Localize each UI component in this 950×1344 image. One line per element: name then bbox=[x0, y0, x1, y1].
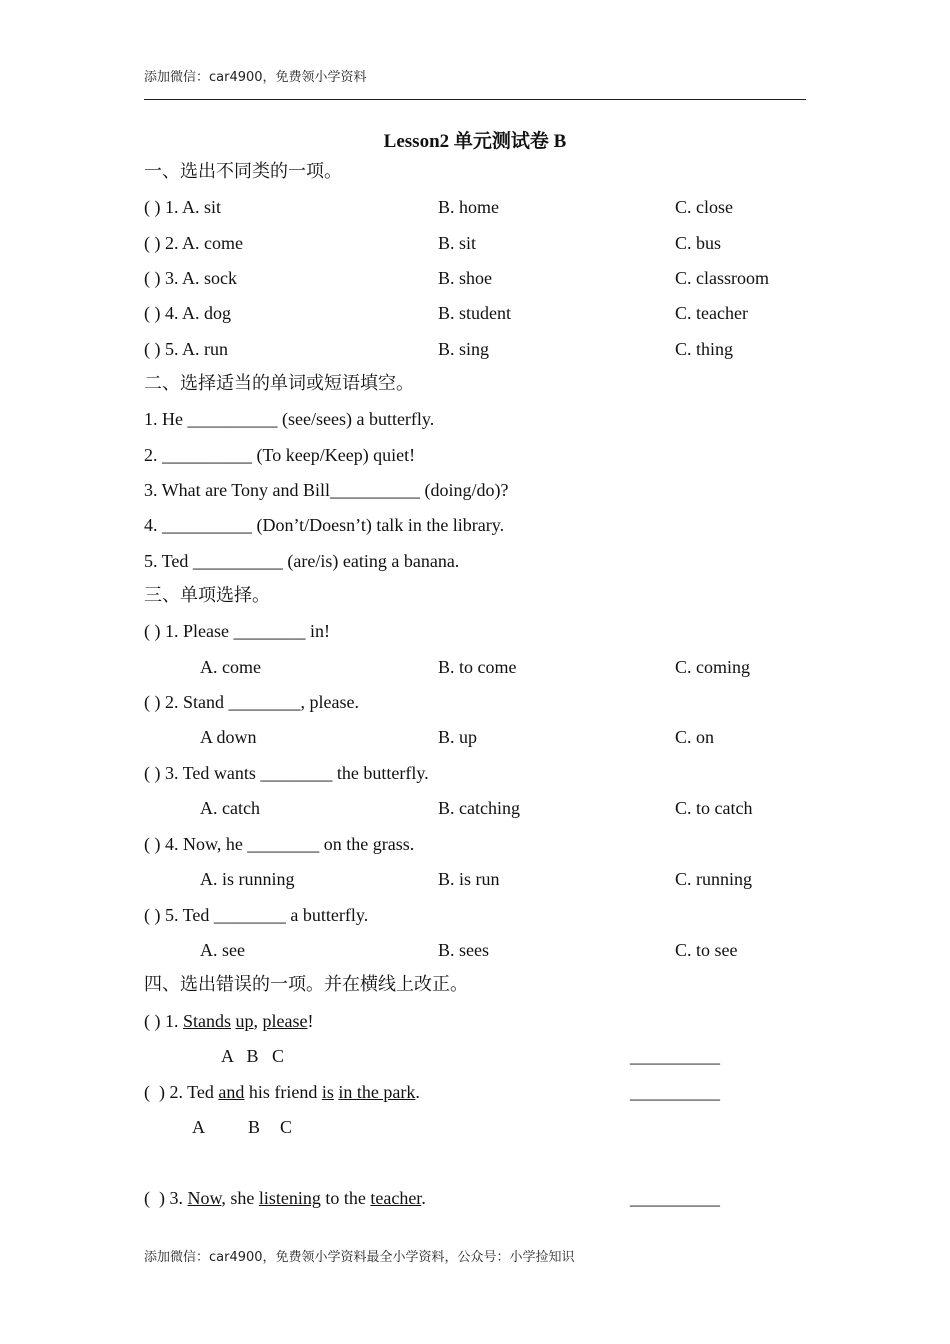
s3-q2-option-b: B. up bbox=[438, 727, 478, 747]
s4-q3-word-b: listening bbox=[258, 1188, 321, 1208]
s4-q2-label-a: A bbox=[192, 1117, 205, 1137]
s3-q3: ( ) 3. Ted wants ________ the butterfly. bbox=[144, 763, 429, 783]
s3-q5-option-a: A. see bbox=[200, 940, 245, 960]
s2-line-5: 5. Ted __________ (are/is) eating a banana. bbox=[144, 551, 460, 571]
s3-q4-option-b: B. is run bbox=[438, 869, 500, 889]
s1-q1-option-b: B. home bbox=[438, 197, 499, 217]
s4-q1-end: ! bbox=[307, 1011, 314, 1031]
s3-q2-option-c: C. on bbox=[675, 727, 715, 747]
section-2-heading: 二、选择适当的单词或短语填空。 bbox=[144, 373, 414, 394]
page-footer-note: 添加微信：car4900，免费领小学资料最全小学资料，公众号：小学捡知识 bbox=[144, 1250, 575, 1265]
s3-q1-option-c: C. coming bbox=[675, 657, 750, 677]
s1-q2: ( ) 2. A. come bbox=[144, 233, 243, 253]
s4-q3-mid2: to the bbox=[320, 1188, 371, 1208]
section-1-heading: 一、选出不同类的一项。 bbox=[144, 161, 342, 182]
s4-q2-label-c: C bbox=[280, 1117, 293, 1137]
s4-q3-answer-blank: __________ bbox=[630, 1188, 720, 1208]
s4-q3-word-a: Now bbox=[187, 1188, 222, 1208]
s1-q3-option-c: C. classroom bbox=[675, 268, 769, 288]
s1-q1: ( ) 1. A. sit bbox=[144, 197, 222, 217]
s1-q4-option-b: B. student bbox=[438, 303, 512, 323]
s2-line-4: 4. __________ (Don’t/Doesn’t) talk in the library. bbox=[144, 515, 505, 535]
s3-q5-option-c: C. to see bbox=[675, 940, 738, 960]
s4-q2-word-b: is bbox=[321, 1082, 334, 1102]
section-3-heading: 三、单项选择。 bbox=[144, 585, 270, 606]
s4-q2 bbox=[144, 1081, 420, 1103]
s4-q1 bbox=[144, 1010, 314, 1032]
s4-q2-label-b: B bbox=[248, 1117, 261, 1137]
s1-q4: ( ) 4. A. dog bbox=[144, 303, 231, 323]
s3-q4: ( ) 4. Now, he ________ on the grass. bbox=[144, 834, 415, 854]
s4-q2-word-a: and bbox=[218, 1082, 245, 1102]
page-header-note: 添加微信：car4900，免费领小学资料 bbox=[144, 70, 367, 85]
s4-q3 bbox=[144, 1187, 426, 1209]
s4-q3-prefix: ( ) 3. bbox=[144, 1188, 188, 1208]
s4-q2-mid1: his friend bbox=[244, 1082, 322, 1102]
s3-q5: ( ) 5. Ted ________ a butterfly. bbox=[144, 905, 369, 925]
s4-q3-mid1: , she bbox=[221, 1188, 259, 1208]
s3-q1: ( ) 1. Please ________ in! bbox=[144, 621, 330, 641]
s4-q2-prefix: ( ) 2. Ted bbox=[144, 1082, 219, 1102]
s4-q3-end: . bbox=[421, 1188, 426, 1208]
s3-q5-option-b: B. sees bbox=[438, 940, 489, 960]
section-4-heading: 四、选出错误的一项。并在横线上改正。 bbox=[144, 974, 468, 995]
s3-q3-option-a: A. catch bbox=[200, 798, 260, 818]
s1-q2-option-b: B. sit bbox=[438, 233, 477, 253]
s4-q1-word-c: please bbox=[262, 1011, 308, 1031]
s4-q1-word-b: up bbox=[235, 1011, 254, 1031]
s4-q1-prefix: ( ) 1. bbox=[144, 1011, 183, 1031]
s4-q2-word-c: in the park bbox=[338, 1082, 416, 1102]
s1-q5: ( ) 5. A. run bbox=[144, 339, 228, 359]
s4-q1-labels: A B C bbox=[221, 1046, 285, 1066]
s1-q4-option-c: C. teacher bbox=[675, 303, 748, 323]
s1-q3: ( ) 3. A. sock bbox=[144, 268, 237, 288]
s4-q1-answer-blank: __________ bbox=[630, 1046, 720, 1066]
s1-q2-option-c: C. bus bbox=[675, 233, 722, 253]
s1-q3-option-b: B. shoe bbox=[438, 268, 492, 288]
s3-q2: ( ) 2. Stand ________, please. bbox=[144, 692, 359, 712]
s3-q1-option-b: B. to come bbox=[438, 657, 517, 677]
page-title: Lesson2 单元测试卷 B bbox=[383, 131, 567, 152]
s4-q1-word-a: Stands bbox=[183, 1011, 232, 1031]
s4-q3-word-c: teacher bbox=[370, 1188, 422, 1208]
s3-q3-option-c: C. to catch bbox=[675, 798, 753, 818]
s3-q1-option-a: A. come bbox=[200, 657, 261, 677]
s1-q5-option-c: C. thing bbox=[675, 339, 734, 359]
s1-q1-option-c: C. close bbox=[675, 197, 733, 217]
s3-q2-option-a: A down bbox=[200, 727, 257, 747]
s2-line-2: 2. __________ (To keep/Keep) quiet! bbox=[144, 445, 416, 465]
s2-line-3: 3. What are Tony and Bill__________ (doing/do)? bbox=[144, 480, 509, 500]
s3-q4-option-a: A. is running bbox=[200, 869, 295, 889]
s1-q5-option-b: B. sing bbox=[438, 339, 490, 359]
s3-q4-option-c: C. running bbox=[675, 869, 753, 889]
s3-q3-option-b: B. catching bbox=[438, 798, 520, 818]
s4-q2-answer-blank: __________ bbox=[630, 1082, 720, 1102]
s4-q1-sep: , bbox=[253, 1011, 263, 1031]
s2-line-1: 1. He __________ (see/sees) a butterfly. bbox=[144, 409, 435, 429]
header-divider bbox=[144, 99, 806, 100]
s4-q2-end: . bbox=[415, 1082, 420, 1102]
